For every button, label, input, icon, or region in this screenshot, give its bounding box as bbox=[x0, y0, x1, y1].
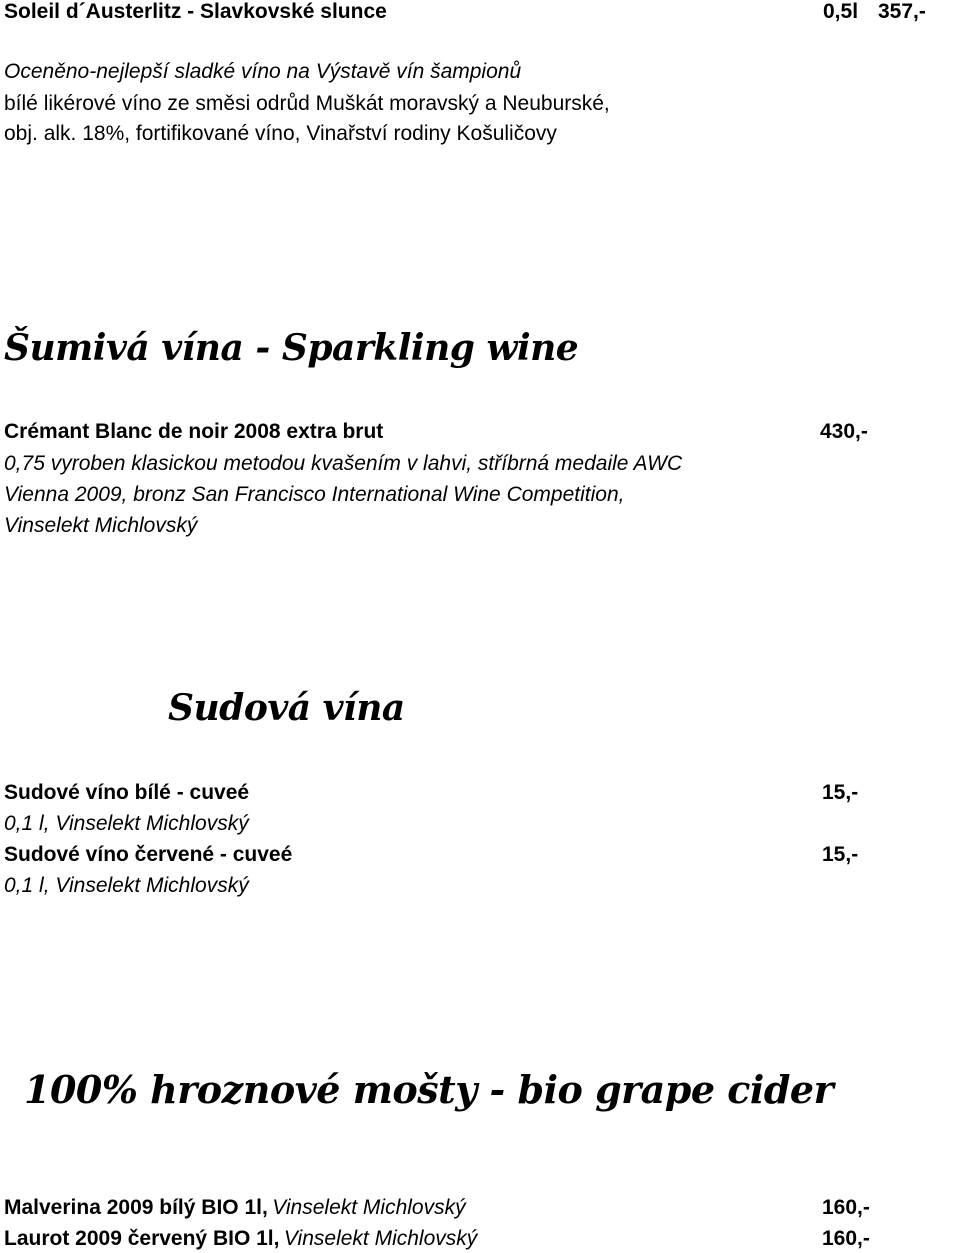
soleil-award: Oceněno-nejlepší sladké víno na Výstavě vín šampionů bbox=[4, 60, 522, 83]
cider-item-producer: Vinselekt Michlovský bbox=[272, 1196, 466, 1219]
barrel-item-name: Sudové víno červené - cuveé bbox=[4, 843, 293, 866]
cider-item-name: Malverina 2009 bílý BIO 1l, bbox=[4, 1196, 268, 1219]
barrel-item-desc: 0,1 l, Vinselekt Michlovský bbox=[4, 874, 249, 897]
sparkling-heading: Šumivá vína - Sparkling wine bbox=[4, 327, 579, 369]
sparkling-desc-line3: Vinselekt Michlovský bbox=[4, 514, 198, 537]
cider-item-producer: Vinselekt Michlovský bbox=[283, 1227, 478, 1250]
barrel-item-price: 15,- bbox=[822, 781, 859, 804]
barrel-item-name: Sudové víno bílé - cuveé bbox=[4, 781, 250, 804]
barrel-item-desc: 0,1 l, Vinselekt Michlovský bbox=[4, 812, 249, 835]
barrel-item-price: 15,- bbox=[822, 843, 859, 866]
cider-item-price: 160,- bbox=[822, 1227, 870, 1250]
soleil-price: 357,- bbox=[878, 0, 926, 23]
sparkling-name: Crémant Blanc de noir 2008 extra brut bbox=[4, 420, 384, 443]
sparkling-desc-line1: 0,75 vyroben klasickou metodou kvašením v lahvi, stříbrná medaile AWC bbox=[4, 452, 683, 475]
sparkling-price: 430,- bbox=[820, 420, 868, 443]
barrel-heading: Sudová vína bbox=[168, 687, 405, 729]
soleil-volume: 0,5l bbox=[823, 0, 859, 23]
soleil-desc-line1: bílé likérové víno ze směsi odrůd Muškát moravský a Neuburské, bbox=[4, 92, 610, 115]
sparkling-desc-line2: Vienna 2009, bronz San Francisco International Wine Competition, bbox=[4, 483, 625, 506]
cider-item-name: Laurot 2009 červený BIO 1l, bbox=[4, 1227, 280, 1250]
cider-item bbox=[4, 1227, 477, 1251]
soleil-name: Soleil d´Austerlitz - Slavkovské slunce bbox=[4, 0, 387, 23]
cider-item-price: 160,- bbox=[822, 1196, 870, 1219]
cider-item bbox=[4, 1196, 466, 1220]
cider-heading: 100% hroznové mošty - bio grape cider bbox=[24, 1067, 834, 1112]
soleil-desc-line2: obj. alk. 18%, fortifikované víno, Vinařství rodiny Košuličovy bbox=[4, 122, 557, 145]
